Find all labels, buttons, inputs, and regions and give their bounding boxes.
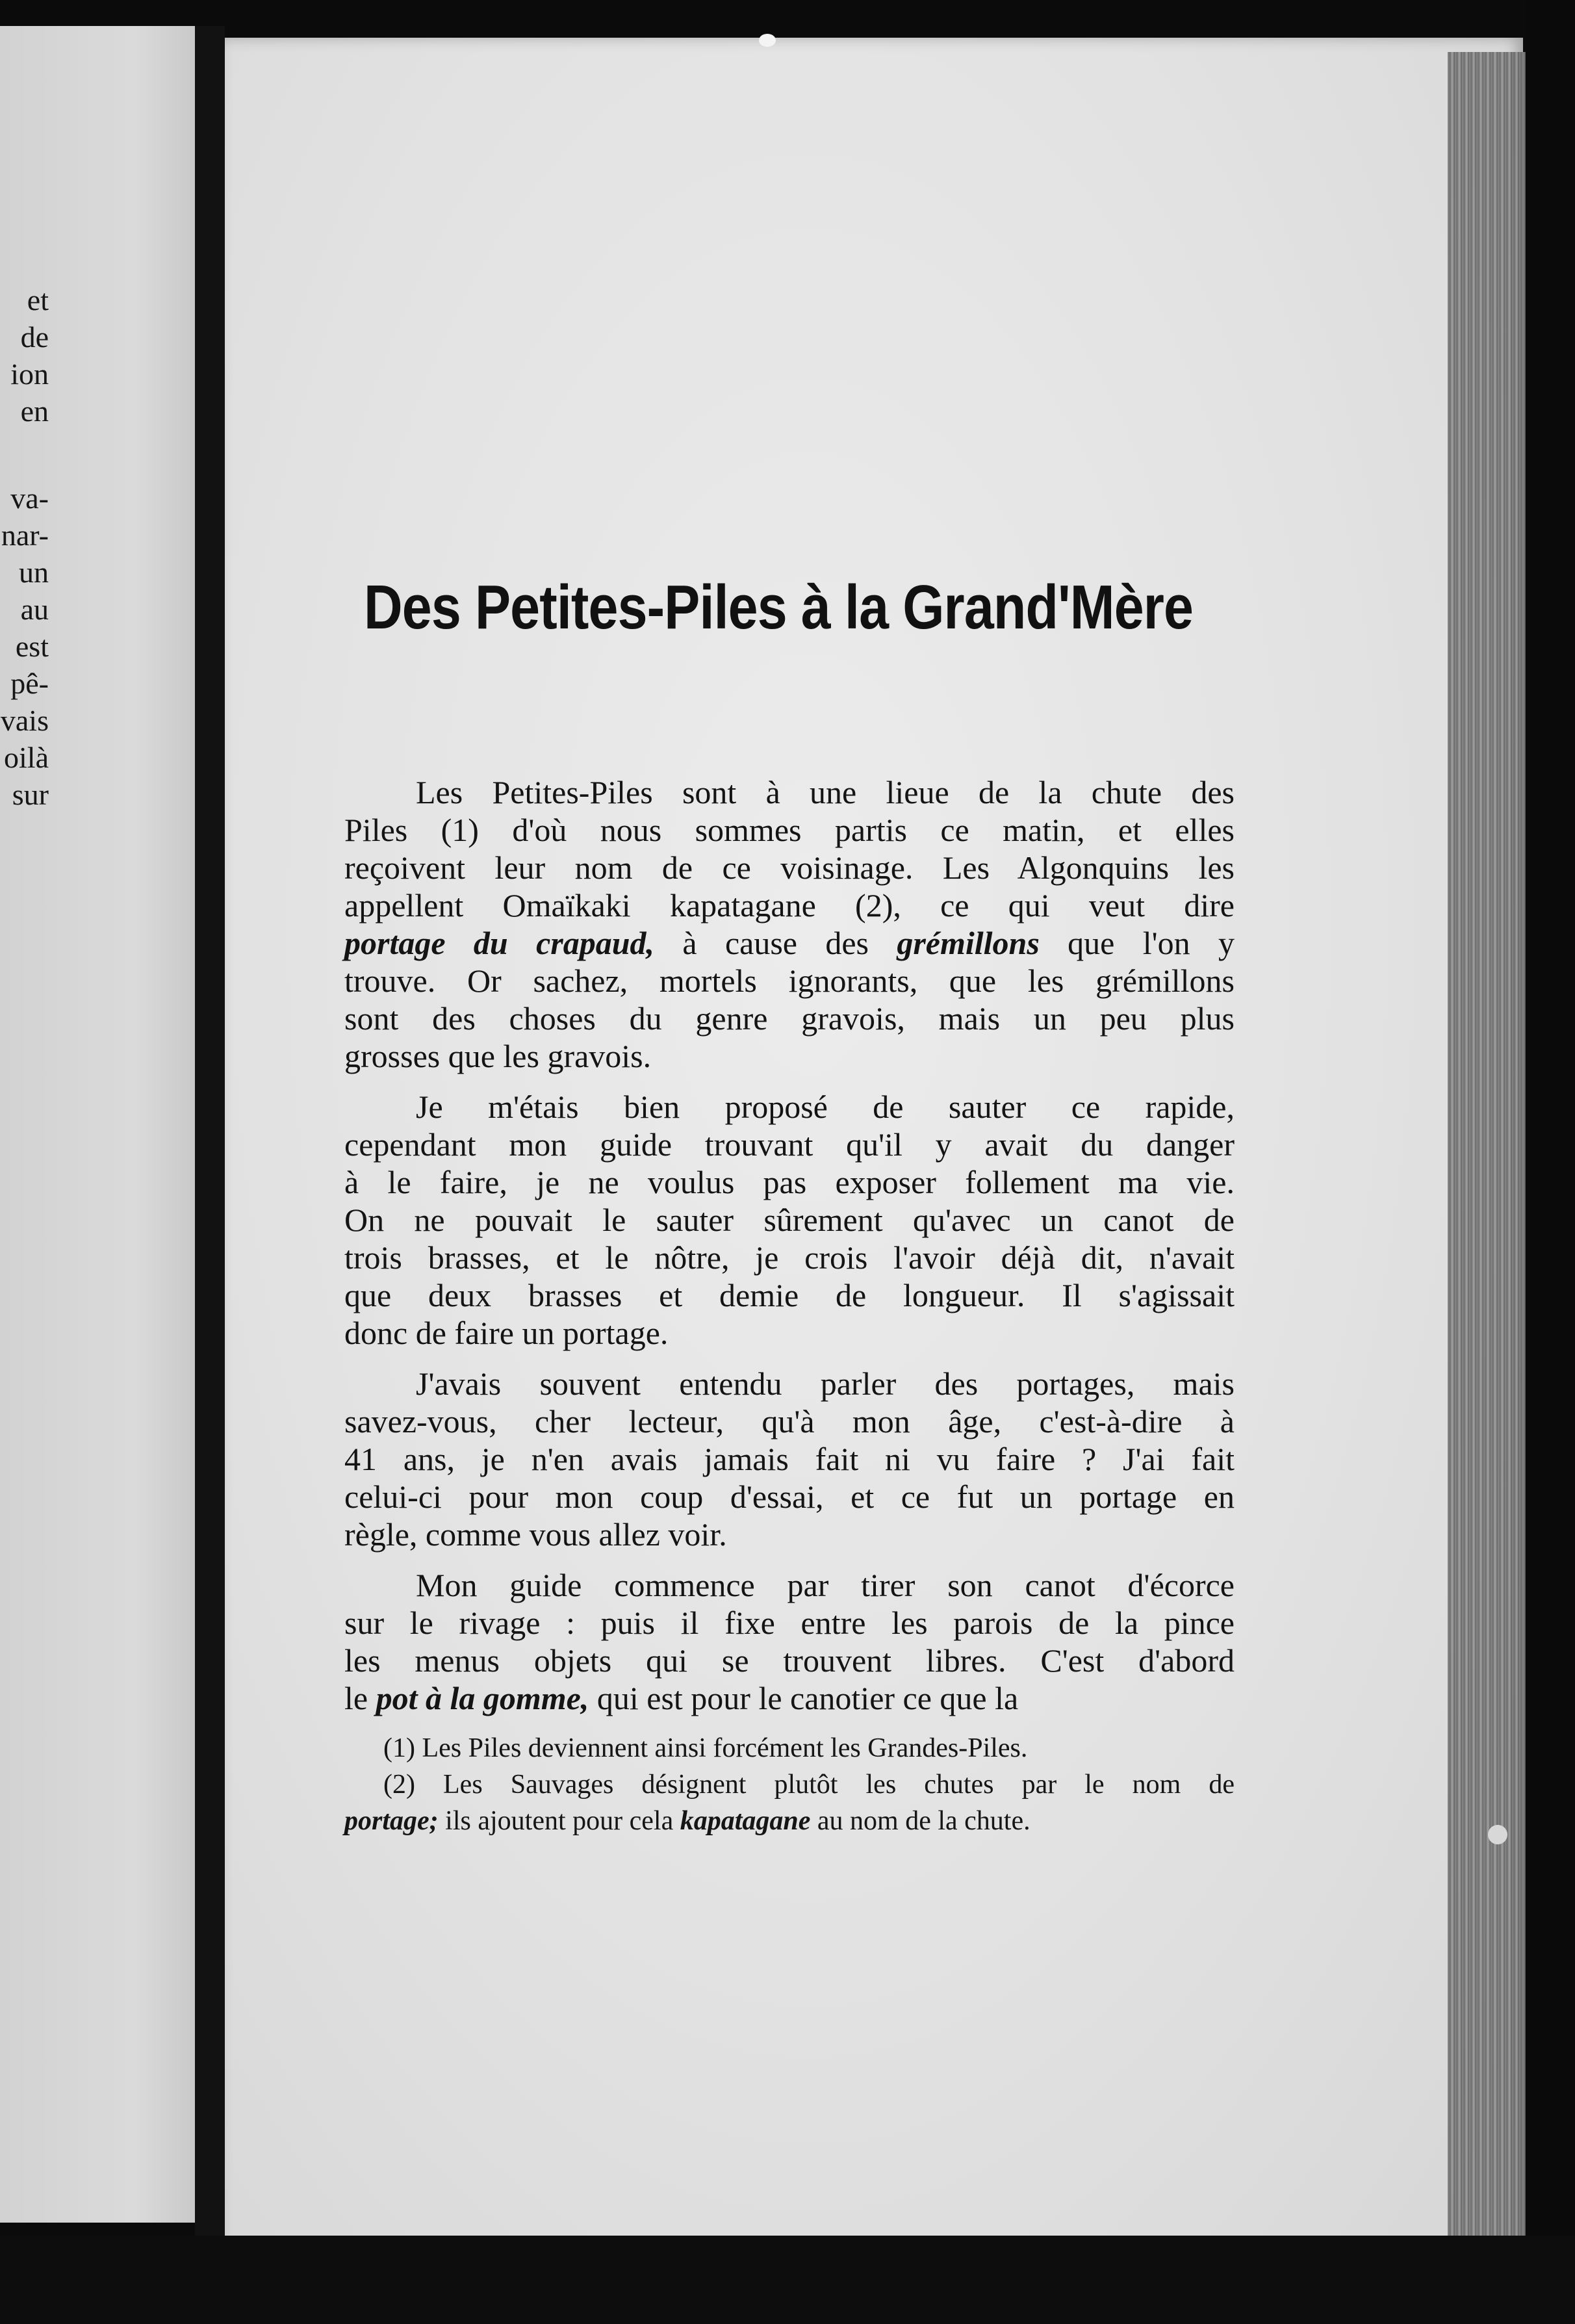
text-line [344,1440,1235,1478]
text-run: ils ajoutent pour cela [438,1806,680,1836]
bottom-dark-band [0,2236,1575,2324]
text-line [344,1163,1235,1201]
left-page-word: oilà [4,741,49,774]
footnote [344,1730,1235,1766]
text-line [344,1402,1235,1440]
text-line [344,1000,1235,1037]
text-run: (2) Les Sauvages désignent plutôt les chutes par le nom de [383,1770,1235,1800]
book-gutter [195,26,225,2249]
text-line [344,1516,1235,1553]
paragraph [344,1088,1235,1352]
text-line [344,1566,1235,1604]
text-run: Je m'étais bien proposé de sauter ce rapide, [416,1089,1235,1125]
text-line [344,1276,1235,1314]
paragraph [344,773,1235,1075]
paper-speck [1488,1825,1507,1844]
text-line [344,1478,1235,1516]
text-run: Les Petites-Piles sont à une lieue de la chute des [416,774,1235,810]
text-run: les menus objets qui se trouvent libres. C'est d'abord [344,1642,1235,1679]
paper-speck [759,34,776,47]
left-page-word: un [19,556,49,589]
text-line [344,1642,1235,1679]
text-run: à le faire, je ne voulus pas exposer follement ma vie. [344,1164,1235,1200]
text-line [344,849,1235,886]
footnote [344,1766,1235,1839]
text-run: appellent Omaïkaki kapatagane (2), ce qui veut dire [344,887,1235,923]
footnote-line [344,1803,1235,1839]
left-page-word: et [27,283,49,316]
text-run: Mon guide commence par tirer son canot d'écorce [416,1567,1235,1603]
text-run: au nom de la chute. [810,1806,1031,1836]
text-run: On ne pouvait le sauter sûrement qu'avec un canot de [344,1202,1235,1238]
left-page-word: va- [10,482,49,515]
text-run: que deux brasses et demie de longueur. Il s'agissait [344,1277,1235,1313]
text-run: que l'on y [1039,925,1235,961]
body-text [344,773,1235,1717]
left-facing-page [0,26,195,2223]
left-page-word: de [20,320,49,354]
text-line [344,1088,1235,1126]
left-page-word: est [15,630,49,663]
text-line [344,811,1235,849]
text-run: règle, comme vous allez voir. [344,1516,727,1553]
text-line [344,1314,1235,1352]
page-title: Des Petites-Piles à la Grand'Mère [364,573,1194,642]
left-page-word: au [20,593,49,626]
italic-run: kapatagane [680,1806,811,1836]
footnote-line [344,1730,1235,1766]
text-line [344,1239,1235,1276]
text-run: reçoivent leur nom de ce voisinage. Les Algonquins les [344,849,1235,886]
text-line [344,1037,1235,1075]
italic-run: portage; [344,1806,439,1836]
paragraph [344,1365,1235,1553]
text-run: (1) Les Piles deviennent ainsi forcément les Grandes-Piles. [383,1733,1028,1763]
italic-run: grémillons [897,925,1040,961]
text-run: cependant mon guide trouvant qu'il y avait du danger [344,1126,1235,1163]
text-run: trouve. Or sachez, mortels ignorants, que les grémillons [344,962,1235,999]
text-run: qui est pour le canotier ce que la [589,1680,1019,1716]
page-content [344,572,1235,1839]
text-run: 41 ans, je n'en avais jamais fait ni vu faire ? J'ai fait [344,1441,1235,1477]
footnote-line [344,1766,1235,1803]
text-line [344,886,1235,924]
text-line [344,1365,1235,1402]
text-run: J'avais souvent entendu parler des portages, mais [416,1365,1235,1402]
text-run: donc de faire un portage. [344,1315,669,1351]
text-run: le [344,1680,376,1716]
page-edge-stack [1448,52,1526,2249]
paragraph [344,1566,1235,1717]
text-line [344,1679,1235,1717]
text-run: savez-vous, cher lecteur, qu'à mon âge, c'est-à-dire à [344,1403,1235,1440]
left-page-word: nar- [1,519,49,552]
text-run: sur le rivage : puis il fixe entre les parois de la pince [344,1605,1235,1641]
text-run: trois brasses, et le nôtre, je crois l'avoir déjà dit, n'avait [344,1239,1235,1276]
text-line [344,1201,1235,1239]
left-page-word: vais [0,704,49,737]
left-page-word: sur [12,778,49,811]
italic-run: portage du crapaud, [344,925,655,961]
text-run: grosses que les gravois. [344,1038,652,1074]
right-binding [1526,0,1575,2324]
text-line [344,773,1235,811]
left-page-word: ion [10,357,49,391]
left-page-word: en [20,394,49,428]
left-page-word: pê- [10,667,49,700]
text-line [344,924,1235,962]
text-run: Piles (1) d'où nous sommes partis ce matin, et elles [344,812,1235,848]
text-line [344,1126,1235,1163]
italic-run: pot à la gomme, [376,1680,589,1716]
text-line [344,962,1235,1000]
text-run: celui-ci pour mon coup d'essai, et ce fut un portage en [344,1478,1235,1515]
text-run: sont des choses du genre gravois, mais un peu plus [344,1000,1235,1037]
footnotes [344,1730,1235,1839]
text-line [344,1604,1235,1642]
text-run: à cause des [654,925,897,961]
